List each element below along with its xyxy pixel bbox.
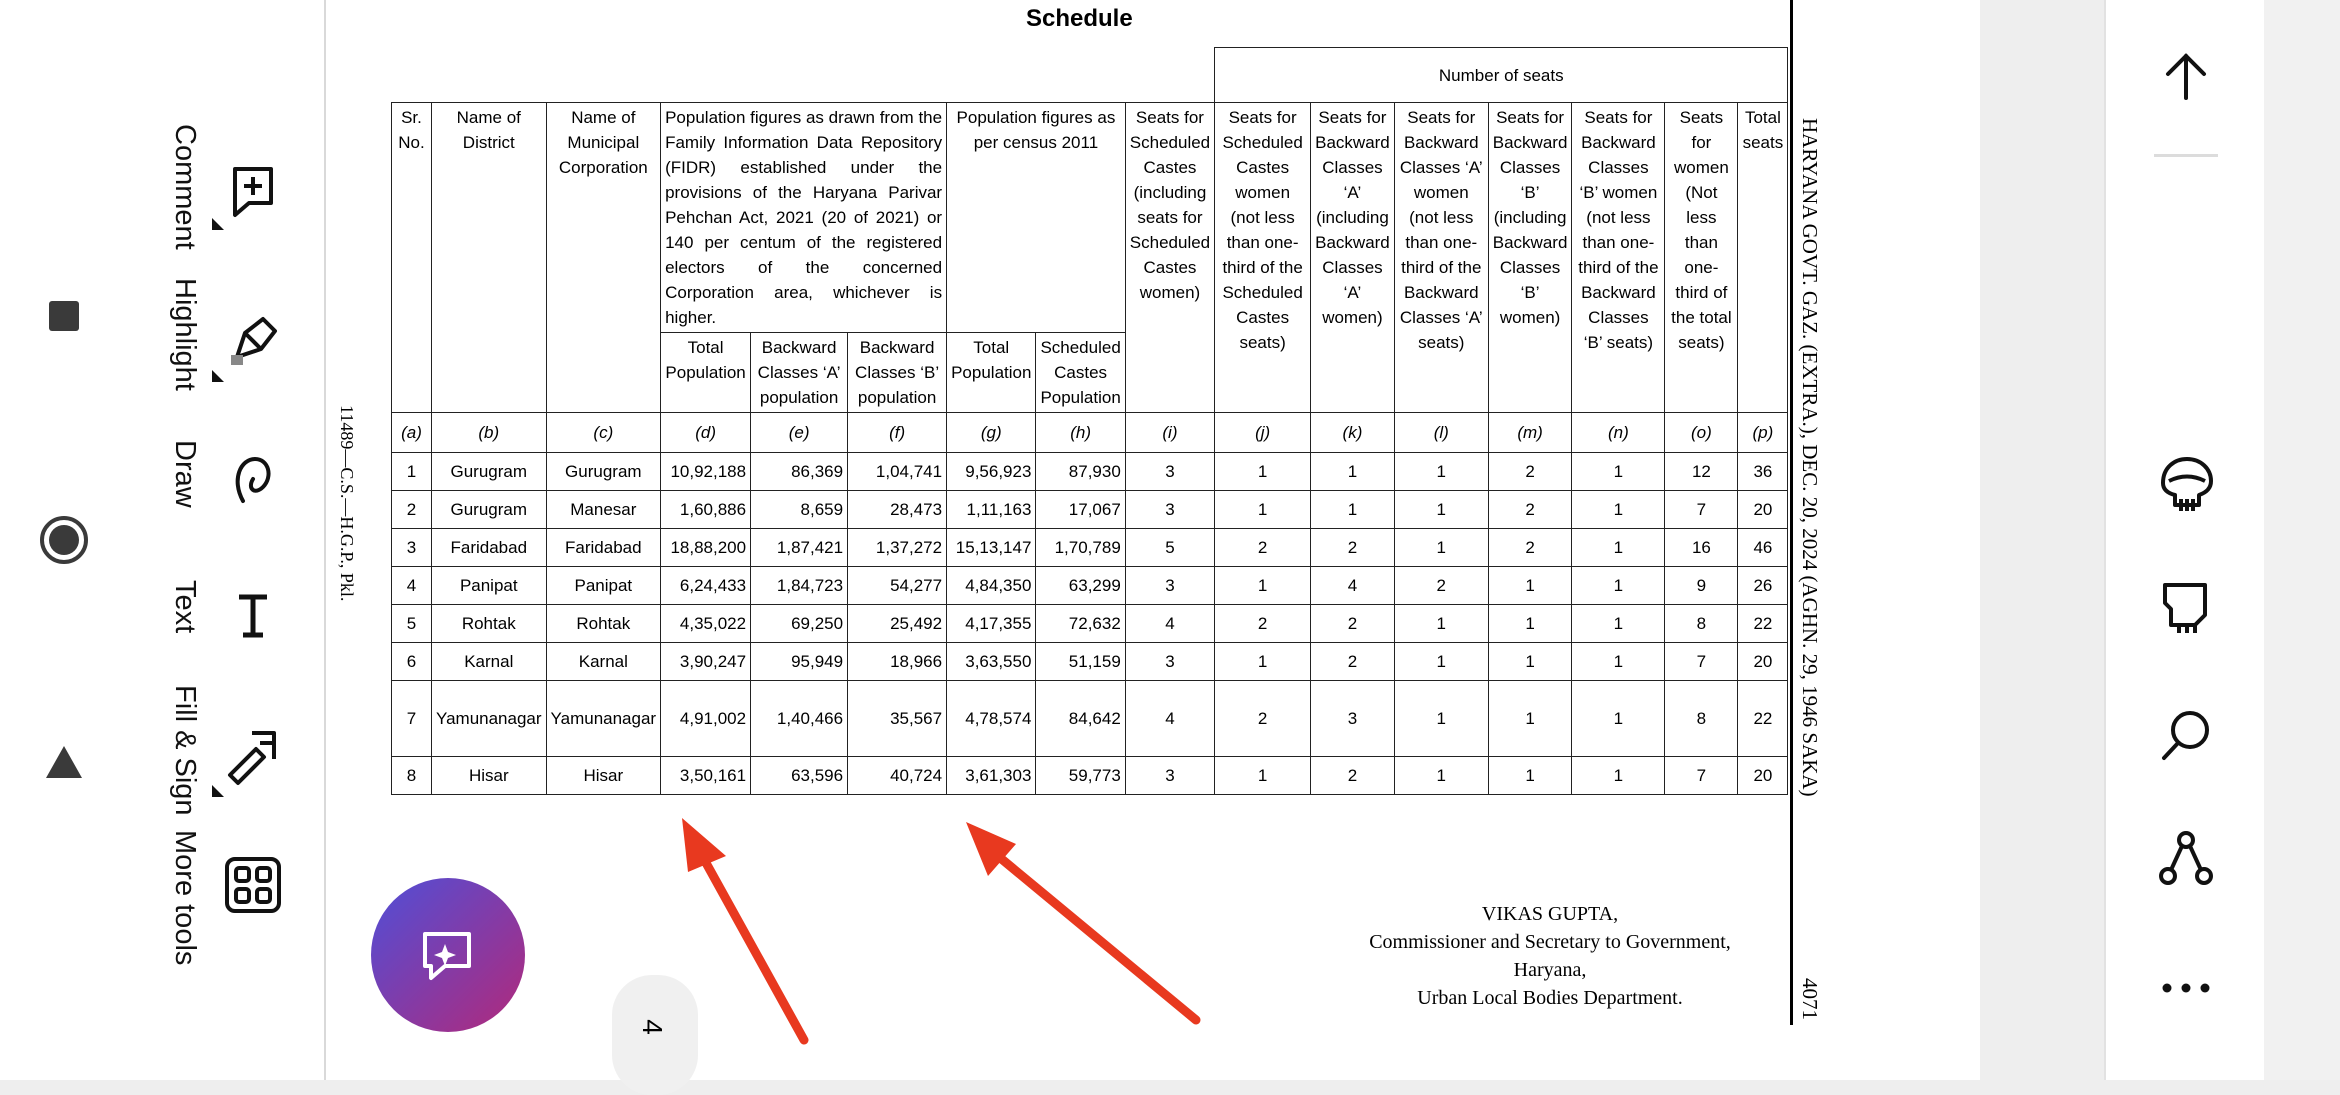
table-cell: 1 xyxy=(1572,529,1665,567)
table-cell: 8 xyxy=(392,757,432,795)
table-cell: 7 xyxy=(1665,491,1738,529)
table-cell: 1,84,723 xyxy=(751,567,848,605)
column-letter: (d) xyxy=(661,413,751,453)
table-cell: 1 xyxy=(1572,643,1665,681)
table-cell: 51,159 xyxy=(1036,643,1125,681)
table-row xyxy=(392,567,1788,605)
table-cell: 7 xyxy=(1665,757,1738,795)
table-row xyxy=(392,757,1788,795)
highlighter-icon xyxy=(218,304,288,374)
page-margin-rule xyxy=(1790,0,1793,1025)
table-row xyxy=(392,491,1788,529)
column-letter: (e) xyxy=(751,413,848,453)
table-cell: 3 xyxy=(1125,757,1214,795)
table-row xyxy=(392,453,1788,491)
quick-actions-panel xyxy=(2104,0,2266,1080)
col-header-bcb: Seats for Backward Classes ‘B’ (including Backward Classes ‘B’ women) xyxy=(1488,103,1572,413)
table-cell: 1 xyxy=(1572,491,1665,529)
table-cell: 1 xyxy=(1488,643,1572,681)
table-cell: Rohtak xyxy=(546,605,661,643)
table-cell: 1 xyxy=(1572,453,1665,491)
table-cell: 25,492 xyxy=(848,605,947,643)
col-header-fidr-bca: Backward Classes ‘A’ population xyxy=(751,333,848,413)
column-letter: (c) xyxy=(546,413,661,453)
table-cell: 20 xyxy=(1738,491,1788,529)
column-letter: (l) xyxy=(1394,413,1488,453)
table-cell: Yamunanagar xyxy=(432,681,547,757)
col-header-census: Population figures as per census 2011 xyxy=(947,103,1126,333)
table-cell: 2 xyxy=(1311,529,1395,567)
table-cell: 1 xyxy=(1394,681,1488,757)
recent-apps-icon[interactable] xyxy=(48,300,80,332)
col-header-fidr-total: Total Population xyxy=(661,333,751,413)
table-cell: 8 xyxy=(1665,605,1738,643)
table-cell: 3 xyxy=(392,529,432,567)
text-icon xyxy=(218,580,288,650)
table-cell: Karnal xyxy=(546,643,661,681)
table-cell: 1 xyxy=(1488,681,1572,757)
table-cell: 1,04,741 xyxy=(848,453,947,491)
table-cell: 46 xyxy=(1738,529,1788,567)
col-header-census-sc: Scheduled Castes Population xyxy=(1036,333,1125,413)
table-cell: 1 xyxy=(1394,491,1488,529)
table-cell: 1 xyxy=(1394,529,1488,567)
table-cell: 1 xyxy=(1394,605,1488,643)
table-cell: Panipat xyxy=(432,567,547,605)
table-cell: 1 xyxy=(1311,453,1395,491)
table-cell: 6,24,433 xyxy=(661,567,751,605)
table-cell: 36 xyxy=(1738,453,1788,491)
table-cell: 2 xyxy=(1394,567,1488,605)
table-row xyxy=(392,643,1788,681)
table-cell: 4,91,002 xyxy=(661,681,751,757)
table-row xyxy=(392,681,1788,757)
share-icon[interactable] xyxy=(2156,828,2216,888)
schedule-title: Schedule xyxy=(1026,5,1133,32)
comment-add-icon xyxy=(218,154,288,224)
table-row xyxy=(392,605,1788,643)
table-cell: 59,773 xyxy=(1036,757,1125,795)
table-cell: 1,11,163 xyxy=(947,491,1036,529)
table-cell: 8,659 xyxy=(751,491,848,529)
table-cell: 3 xyxy=(1311,681,1395,757)
table-cell: 87,930 xyxy=(1036,453,1125,491)
text-tool-label: Text xyxy=(169,580,201,634)
column-letter: (p) xyxy=(1738,413,1788,453)
table-cell: 1 xyxy=(1572,605,1665,643)
table-cell: 1 xyxy=(1394,757,1488,795)
table-cell: 1 xyxy=(1572,567,1665,605)
table-cell: 2 xyxy=(1311,605,1395,643)
col-header-bcb-women: Seats for Backward Classes ‘B’ women (not less than one-third of the Backward Classes ‘B’ seats) xyxy=(1572,103,1665,413)
table-cell: Karnal xyxy=(432,643,547,681)
table-cell: 28,473 xyxy=(848,491,947,529)
gazette-header: HARYANA GOVT. GAZ. (EXTRA.), DEC. 20, 2024 (AGHN. 29, 1946 SAKA) xyxy=(1798,118,1822,797)
ai-assistant-fab-icon xyxy=(415,922,481,988)
ai-assistant-icon[interactable] xyxy=(2155,453,2217,515)
grid-icon xyxy=(218,850,288,920)
page-indicator-number: 4 xyxy=(636,1019,668,1035)
table-cell: 7 xyxy=(1665,643,1738,681)
table-cell: 4,78,574 xyxy=(947,681,1036,757)
table-cell: 84,642 xyxy=(1036,681,1125,757)
table-cell: 18,966 xyxy=(848,643,947,681)
table-cell: 3 xyxy=(1125,453,1214,491)
table-cell: 4,84,350 xyxy=(947,567,1036,605)
table-cell: 4,17,355 xyxy=(947,605,1036,643)
column-letter: (o) xyxy=(1665,413,1738,453)
table-cell: 2 xyxy=(1215,681,1311,757)
table-cell: Gurugram xyxy=(432,453,547,491)
table-cell: 3 xyxy=(1125,643,1214,681)
table-cell: Faridabad xyxy=(432,529,547,567)
table-cell: 1 xyxy=(1394,453,1488,491)
col-header-sr: Sr. No. xyxy=(392,103,432,413)
table-cell: 63,299 xyxy=(1036,567,1125,605)
table-cell: 2 xyxy=(1311,643,1395,681)
table-cell: 7 xyxy=(392,681,432,757)
column-letter: (h) xyxy=(1036,413,1125,453)
table-cell: 17,067 xyxy=(1036,491,1125,529)
screen-edge xyxy=(2264,0,2340,1080)
table-cell: 2 xyxy=(392,491,432,529)
column-letter: (f) xyxy=(848,413,947,453)
table-cell: 1,60,886 xyxy=(661,491,751,529)
table-cell: 4 xyxy=(392,567,432,605)
ai-assistant-fab[interactable] xyxy=(371,878,525,1032)
table-cell: Panipat xyxy=(546,567,661,605)
table-cell: 1,40,466 xyxy=(751,681,848,757)
highlight-tool-label: Highlight xyxy=(169,278,201,391)
table-cell: Rohtak xyxy=(432,605,547,643)
table-cell: 3,61,303 xyxy=(947,757,1036,795)
table-cell: 3,50,161 xyxy=(661,757,751,795)
table-cell: 20 xyxy=(1738,643,1788,681)
col-header-fidr: Population figures as drawn from the Family Information Data Repository (FIDR) established under the provisions of the Haryana Parivar Pehchan Act, 2021 (20 of 2021) or 140 per centum of the registered electors of the concerned Corporation area, whichever is higher. xyxy=(661,103,947,333)
table-cell: 1 xyxy=(1215,567,1311,605)
table-cell: 95,949 xyxy=(751,643,848,681)
col-header-district: Name of District xyxy=(432,103,547,413)
table-cell: 3,90,247 xyxy=(661,643,751,681)
table-cell: 3 xyxy=(1125,567,1214,605)
table-cell: 9 xyxy=(1665,567,1738,605)
table-row xyxy=(392,529,1788,567)
table-cell: 4 xyxy=(1125,681,1214,757)
page-indicator[interactable] xyxy=(612,975,698,1095)
table-cell: 1,70,789 xyxy=(1036,529,1125,567)
table-cell: 4 xyxy=(1311,567,1395,605)
table-cell: 63,596 xyxy=(751,757,848,795)
table-cell: 86,369 xyxy=(751,453,848,491)
table-cell: Gurugram xyxy=(432,491,547,529)
gazette-page-number: 4071 xyxy=(1798,978,1822,1020)
table-cell: 1 xyxy=(1488,757,1572,795)
column-letter: (g) xyxy=(947,413,1036,453)
table-cell: 1 xyxy=(1394,643,1488,681)
draw-tool-label: Draw xyxy=(169,440,201,508)
table-cell: 1 xyxy=(1215,453,1311,491)
column-letter: (a) xyxy=(392,413,432,453)
table-cell: 26 xyxy=(1738,567,1788,605)
table-cell: 2 xyxy=(1215,529,1311,567)
table-cell: Gurugram xyxy=(546,453,661,491)
col-header-fidr-bcb: Backward Classes ‘B’ population xyxy=(848,333,947,413)
table-cell: 16 xyxy=(1665,529,1738,567)
table-cell: 1 xyxy=(1215,757,1311,795)
table-cell: 1 xyxy=(1215,491,1311,529)
table-cell: 4 xyxy=(1125,605,1214,643)
more-tools-tool-label: More tools xyxy=(169,830,201,966)
table-cell: Hisar xyxy=(432,757,547,795)
home-icon[interactable] xyxy=(38,514,90,566)
comment-tool-label: Comment xyxy=(169,124,201,250)
col-header-census-total: Total Population xyxy=(947,333,1036,413)
table-cell: 8 xyxy=(1665,681,1738,757)
tools-toolbar xyxy=(130,0,326,1080)
table-cell: 18,88,200 xyxy=(661,529,751,567)
table-cell: 40,724 xyxy=(848,757,947,795)
table-cell: 54,277 xyxy=(848,567,947,605)
table-cell: 20 xyxy=(1738,757,1788,795)
table-cell: 1 xyxy=(1488,605,1572,643)
col-header-bca-women: Seats for Backward Classes ‘A’ women (not less than one-third of the Backward Classes ‘A’ seats) xyxy=(1394,103,1488,413)
more-icon[interactable] xyxy=(2161,982,2211,994)
column-letter: (j) xyxy=(1215,413,1311,453)
signatory-title: Commissioner and Secretary to Government, Haryana, xyxy=(1369,931,1731,981)
col-header-women: Seats for women (Not less than one-third of the total seats) xyxy=(1665,103,1738,413)
table-cell: 2 xyxy=(1488,453,1572,491)
table-cell: 1,87,421 xyxy=(751,529,848,567)
col-header-total: Total seats xyxy=(1738,103,1788,413)
table-cell: Faridabad xyxy=(546,529,661,567)
table-cell: 1 xyxy=(1572,757,1665,795)
table-cell: 2 xyxy=(1488,491,1572,529)
table-cell: 22 xyxy=(1738,605,1788,643)
left-margin-text: 11489—C.S.—H.G.P., Pkl. xyxy=(337,405,357,602)
table-cell: 1 xyxy=(1572,681,1665,757)
signature-block xyxy=(1350,900,1750,1012)
panel-divider xyxy=(2154,154,2218,157)
table-cell: 1 xyxy=(1488,567,1572,605)
schedule-table xyxy=(391,47,1788,795)
table-cell: Yamunanagar xyxy=(546,681,661,757)
table-cell: 72,632 xyxy=(1036,605,1125,643)
col-header-corporation: Name of Municipal Corporation xyxy=(546,103,661,413)
read-aloud-icon[interactable] xyxy=(2155,575,2217,637)
table-cell: 9,56,923 xyxy=(947,453,1036,491)
table-cell: 2 xyxy=(1488,529,1572,567)
table-cell: 3 xyxy=(1125,491,1214,529)
col-header-bca: Seats for Backward Classes ‘A’ (including Backward Classes ‘A’ women) xyxy=(1311,103,1395,413)
table-cell: 4,35,022 xyxy=(661,605,751,643)
table-cell: 5 xyxy=(1125,529,1214,567)
table-cell: 6 xyxy=(392,643,432,681)
table-cell: 2 xyxy=(1311,757,1395,795)
fill-sign-icon xyxy=(218,721,288,791)
table-cell: 1 xyxy=(1311,491,1395,529)
table-cell: 2 xyxy=(1215,605,1311,643)
system-navigation-bar xyxy=(0,0,130,1080)
column-letter: (i) xyxy=(1125,413,1214,453)
col-header-sc-women: Seats for Scheduled Castes women (not less than one-third of the Scheduled Castes seats) xyxy=(1215,103,1311,413)
table-cell: 10,92,188 xyxy=(661,453,751,491)
table-cell: 35,567 xyxy=(848,681,947,757)
column-letter: (n) xyxy=(1572,413,1665,453)
arrow-up-icon[interactable] xyxy=(2158,48,2214,104)
table-cell: 1,37,272 xyxy=(848,529,947,567)
table-cell: 12 xyxy=(1665,453,1738,491)
column-letter: (k) xyxy=(1311,413,1395,453)
signatory-name: VIKAS GUPTA, xyxy=(1481,903,1619,925)
column-letter-row xyxy=(392,413,1788,453)
table-cell: Manesar xyxy=(546,491,661,529)
signatory-department: Urban Local Bodies Department. xyxy=(1417,987,1683,1009)
back-icon[interactable] xyxy=(44,744,84,780)
fill-sign-tool-label: Fill & Sign xyxy=(169,685,201,816)
table-cell: 69,250 xyxy=(751,605,848,643)
table-cell: 3,63,550 xyxy=(947,643,1036,681)
column-letter: (b) xyxy=(432,413,547,453)
number-of-seats-header: Number of seats xyxy=(1215,48,1788,103)
draw-icon xyxy=(218,444,288,514)
table-cell: 15,13,147 xyxy=(947,529,1036,567)
table-cell: 1 xyxy=(1215,643,1311,681)
table-cell: 5 xyxy=(392,605,432,643)
search-icon[interactable] xyxy=(2156,706,2216,766)
table-cell: 1 xyxy=(392,453,432,491)
table-cell: 22 xyxy=(1738,681,1788,757)
col-header-sc-seats: Seats for Scheduled Castes (including seats for Scheduled Castes women) xyxy=(1125,103,1214,413)
column-letter: (m) xyxy=(1488,413,1572,453)
table-cell: Hisar xyxy=(546,757,661,795)
